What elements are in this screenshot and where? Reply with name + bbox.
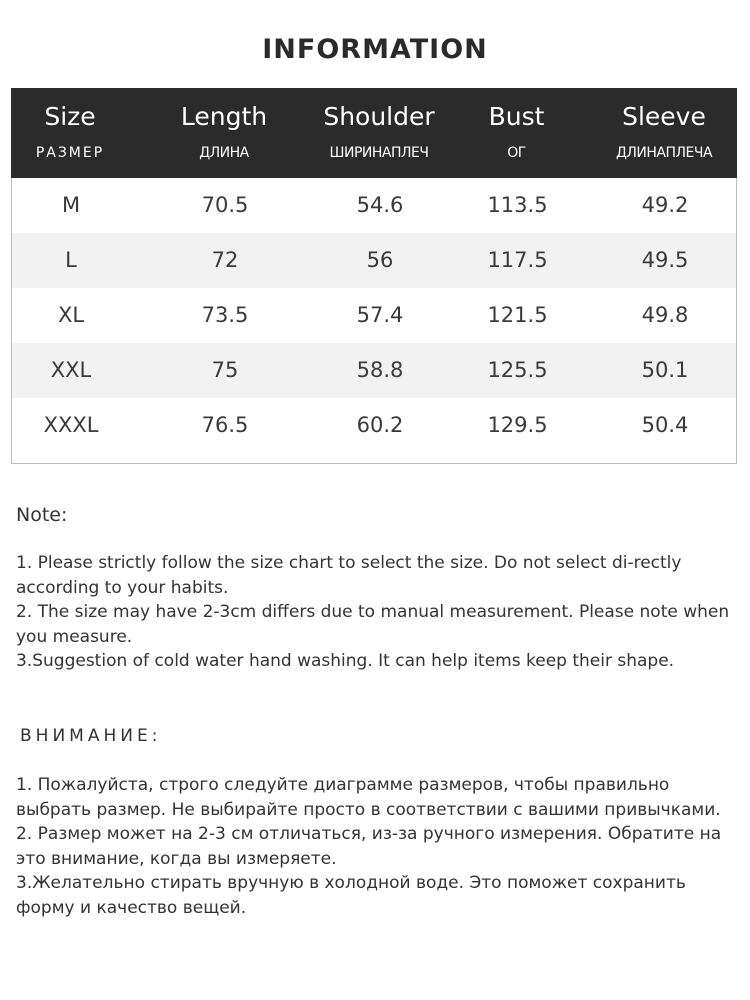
warning-item: 1. Пожалуйста, строго следуйте диаграмме размеров, чтобы правильно выбрать размер. Не выбирайте просто в соответствии с вашими привычками. — [16, 775, 721, 820]
table-cell: 56 — [366, 248, 394, 272]
table-cell: 125.5 — [487, 358, 548, 382]
size-chart-table — [11, 88, 737, 464]
table-cell: 121.5 — [487, 303, 548, 327]
header-size-sublabel: РАЗМЕР — [35, 145, 105, 161]
table-cell: XXL — [50, 358, 92, 382]
table-cell: 57.4 — [356, 303, 404, 327]
warning-item: 2. Размер может на 2-3 см отличаться, из-за ручного измерения. Обратите на это внимание, когда вы измеряете. — [16, 824, 722, 869]
table-cell: XL — [57, 303, 85, 327]
header-shoulder-sublabel: ШИРИНАПЛЕЧ — [329, 145, 429, 161]
table-cell: XXXL — [43, 413, 99, 437]
note-heading: Note: — [16, 504, 68, 526]
table-cell: 49.5 — [641, 248, 689, 272]
header-sleeve-sublabel: ДЛИНАПЛЕЧА — [615, 145, 713, 161]
table-cell: 117.5 — [487, 248, 548, 272]
warning-item: 3.Желательно стирать вручную в холодной воде. Это поможет сохранить форму и качество вещей. — [16, 873, 686, 918]
page-title: INFORMATION — [262, 34, 488, 65]
note-item: 1. Please strictly follow the size chart to select the size. Do not select di-rectly according to your habits. — [16, 553, 682, 598]
table-row — [12, 343, 736, 398]
header-shoulder — [304, 88, 454, 178]
header-bust-label: Bust — [488, 102, 545, 131]
header-length — [159, 88, 289, 178]
warning-list — [16, 773, 736, 920]
table-row — [12, 233, 736, 288]
table-cell: L — [65, 248, 77, 272]
table-cell: 58.8 — [356, 358, 404, 382]
table-row — [12, 288, 736, 343]
header-shoulder-label: Shoulder — [323, 102, 435, 131]
header-size — [11, 88, 129, 178]
table-row — [12, 398, 736, 453]
note-item: 2. The size may have 2-3cm differs due to manual measurement. Please note when you measure. — [16, 602, 730, 647]
table-cell: 70.5 — [201, 193, 249, 217]
table-header-row — [11, 88, 737, 178]
table-cell: 50.1 — [641, 358, 689, 382]
table-cell: 49.8 — [641, 303, 689, 327]
warning-heading: ВНИМАНИЕ: — [20, 726, 162, 746]
table-cell: 50.4 — [641, 413, 689, 437]
table-cell: 113.5 — [487, 193, 548, 217]
table-cell: 76.5 — [201, 413, 249, 437]
header-length-label: Length — [180, 102, 268, 131]
note-list — [16, 551, 736, 674]
table-cell: 60.2 — [356, 413, 404, 437]
header-length-sublabel: ДЛИНА — [199, 145, 249, 161]
table-cell: 129.5 — [487, 413, 548, 437]
header-bust — [454, 88, 579, 178]
table-cell: 72 — [211, 248, 239, 272]
table-cell: 75 — [211, 358, 239, 382]
table-cell: 49.2 — [641, 193, 689, 217]
table-cell: 54.6 — [356, 193, 404, 217]
table-cell: 73.5 — [201, 303, 249, 327]
header-size-label: Size — [44, 102, 96, 131]
note-item: 3.Suggestion of cold water hand washing. It can help items keep their shape. — [16, 651, 675, 671]
table-row — [12, 178, 736, 233]
header-bust-sublabel: ОГ — [507, 145, 526, 161]
header-sleeve-label: Sleeve — [622, 102, 706, 131]
header-sleeve — [594, 88, 734, 178]
table-cell: M — [61, 193, 81, 217]
